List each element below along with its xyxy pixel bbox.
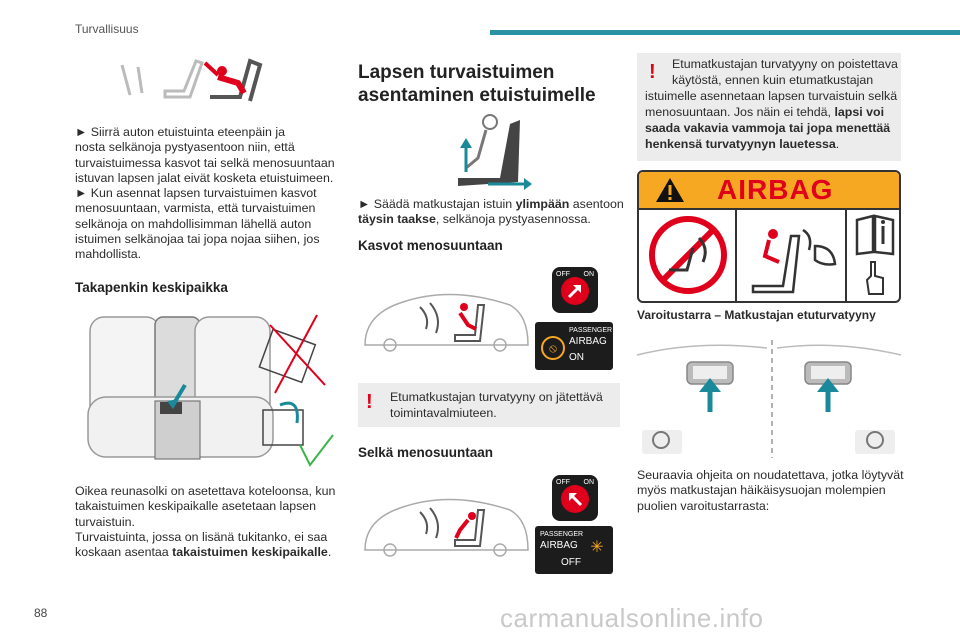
adjust-instruction — [358, 197, 626, 212]
rear-paragraph-line: Oikea reunasolki on asetettava koteloonsa, kun — [75, 484, 336, 498]
text-span-bold: henkensä turvatyynyn lauetessa — [645, 137, 836, 151]
panel-line-2: AIRBAG — [569, 336, 607, 347]
rear-paragraph-line: Turvaistuinta, jossa on lisänä tukitanko, ei saa — [75, 529, 328, 544]
instruction-line: menosuuntaan, varmista, että turvaistuimen — [75, 201, 316, 216]
airbag-off-icon: ⦸ — [541, 336, 565, 360]
label-divider — [845, 208, 847, 303]
rear-seat-illustration — [85, 305, 335, 475]
watermark: carmanualsonline.info — [500, 603, 764, 633]
instruction-line: selkänoja on mahdollisimman lähellä auton — [75, 216, 312, 231]
switch-off-label: OFF — [556, 479, 570, 486]
instruction-bullet-2: ► Kun asennat lapsen turvaistuimen kasvot — [75, 186, 317, 201]
seat-airbag-deploy-icon — [743, 216, 841, 296]
car-rearward-illustration — [360, 490, 530, 565]
panel-line-1: PASSENGER — [540, 531, 584, 538]
passenger-airbag-on-panel — [535, 322, 613, 370]
no-rearward-child-seat-icon — [647, 214, 729, 296]
airbag-key-switch-on — [552, 267, 598, 313]
warning-triangle-icon — [655, 177, 685, 203]
instruction-line: turvaistuimessa kasvot tai selkä menosuuntaan — [75, 155, 335, 170]
instruction-line: mahdollista. — [75, 247, 142, 262]
text-span: asentoon — [569, 197, 624, 211]
follow-instructions-line: puolien varoitustarrasta: — [637, 498, 770, 513]
warning-rearward-text: istuimelle asennetaan lapsen turvaistuin selkä — [645, 89, 898, 103]
text-span-bold: takaistuimen keskipaikalle — [172, 545, 328, 560]
text-span-bold: ylimpään — [515, 197, 570, 211]
heading-rear-centre: Takapenkin keskipaikka — [75, 280, 228, 295]
instruction-bullet-1: ► Siirrä auton etuistuinta eteenpäin ja — [75, 125, 285, 139]
page-title-line-1: Lapsen turvaistuimen — [358, 62, 555, 83]
panel-line-2: AIRBAG — [540, 540, 578, 551]
warning-forward-text: toimintavalmiuteen. — [390, 406, 497, 420]
switch-off-label: OFF — [556, 271, 570, 278]
airbag-label-text: AIRBAG — [717, 174, 834, 205]
sun-visor-illustration — [637, 340, 901, 458]
manual-book-icon — [855, 214, 895, 256]
instruction-line: istuimen selkänojaa tai jopa nojaa siihen, jos — [75, 232, 320, 247]
heading-forward-facing: Kasvot menosuuntaan — [358, 238, 503, 253]
section-title: Turvallisuus — [75, 22, 139, 36]
instruction-line: nosta selkänoja pystyasentoon niin, että — [75, 140, 295, 155]
passenger-airbag-off-panel — [535, 526, 613, 574]
panel-line-1: PASSENGER — [569, 327, 613, 334]
label-divider — [639, 208, 901, 210]
switch-on-label: ON — [583, 479, 594, 486]
warning-forward-text: Etumatkustajan turvatyyny on jätettävä — [390, 390, 603, 404]
panel-state: OFF — [561, 557, 581, 568]
label-caption: Varoitustarra – Matkustajan etuturvatyyny — [637, 308, 876, 322]
arrow-up-left-icon — [565, 489, 585, 509]
car-forward-illustration — [360, 285, 530, 360]
airbag-warning-label — [637, 170, 901, 303]
warning-rearward-text — [645, 137, 839, 152]
warning-exclamation-icon: ! — [649, 61, 656, 83]
rear-paragraph-line — [75, 545, 345, 560]
warning-rearward-text — [645, 105, 884, 120]
rear-paragraph-line: takaistuimen keskipaikalle asetetaan lapsen — [75, 499, 317, 514]
warning-rearward-text: käytöstä, ennen kuin etumatkustajan — [672, 73, 874, 87]
rear-paragraph-line: turvaistuin. — [75, 514, 135, 529]
page-title-line-2: asentaminen etuistuimelle — [358, 85, 596, 106]
follow-instructions-line: Seuraavia ohjeita on noudatettava, jotka löytyvät — [637, 468, 904, 482]
text-span: ► Säädä matkustajan istuin — [358, 197, 516, 211]
seat-up-illustration — [428, 110, 528, 190]
page-number: 88 — [34, 606, 48, 620]
warning-rearward-text-bold: saada vakavia vammoja tai jopa menettää — [645, 121, 891, 135]
airbag-key-switch-off — [552, 475, 598, 521]
label-divider — [735, 208, 737, 303]
panel-state: ON — [569, 352, 584, 363]
instruction-line: istuvan lapsen jalat eivät kosketa etuistuimeen. — [75, 170, 334, 185]
warning-exclamation-icon: ! — [366, 391, 373, 413]
text-span-bold: lapsi voi — [834, 105, 885, 119]
switch-on-label: ON — [583, 271, 594, 278]
follow-instructions-line: myös matkustajan häikäisysuojan molempien — [637, 483, 886, 498]
text-span: . — [327, 545, 332, 560]
text-span: . — [835, 137, 840, 151]
header-accent-bar — [490, 30, 960, 35]
text-span: , selkänoja pystyasennossa. — [435, 212, 591, 227]
text-span-bold: täysin taakse — [358, 212, 436, 227]
text-span: menosuuntaan. Jos näin ei tehdä, — [645, 105, 835, 119]
pointing-hand-icon — [861, 260, 889, 298]
seat-forward-illustration — [110, 55, 280, 105]
adjust-instruction — [358, 212, 626, 227]
heading-rearward-facing: Selkä menosuuntaan — [358, 445, 494, 460]
text-span: koskaan asentaa — [75, 545, 173, 560]
warning-rearward-text: Etumatkustajan turvatyyny on poistettava — [672, 57, 898, 71]
arrow-up-right-icon — [565, 281, 585, 301]
airbag-warning-icon: ✳ — [590, 539, 604, 556]
